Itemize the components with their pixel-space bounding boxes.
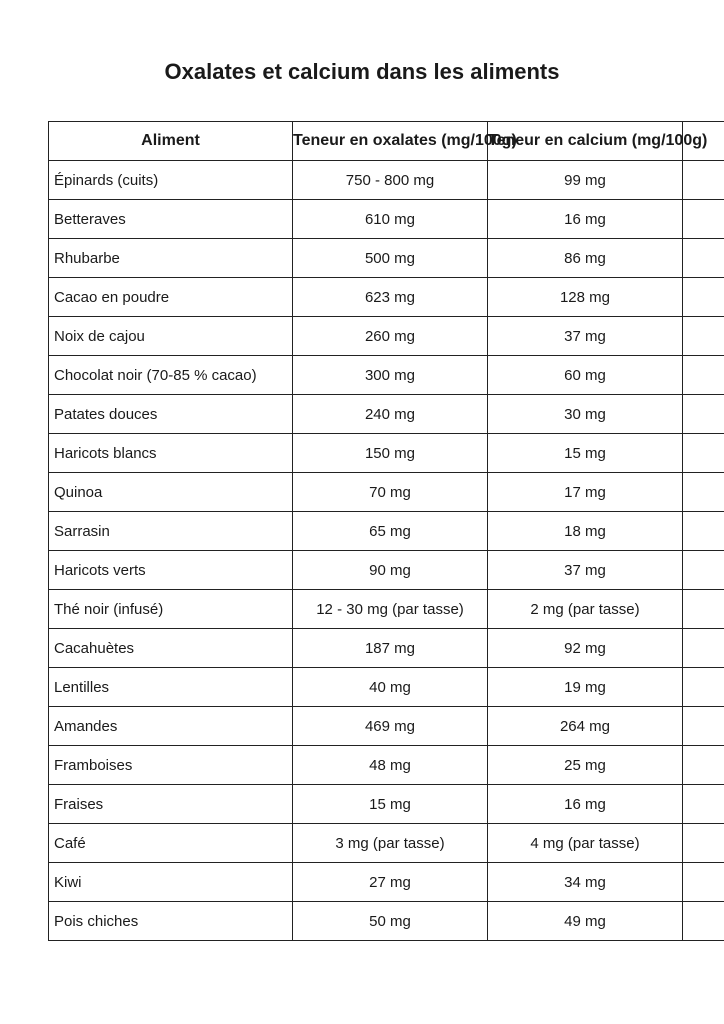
cell-calcium: 264 mg [488,707,683,746]
table-row [49,200,724,239]
cell-empty [683,707,724,746]
cell-empty [683,239,724,278]
cell-aliment: Pois chiches [49,902,293,941]
cell-empty [683,395,724,434]
cell-oxalates: 610 mg [293,200,488,239]
table-row [49,434,724,473]
cell-aliment: Haricots blancs [49,434,293,473]
cell-empty [683,473,724,512]
cell-empty [683,590,724,629]
cell-empty [683,161,724,200]
table-row [49,824,724,863]
cell-oxalates: 90 mg [293,551,488,590]
cell-aliment: Thé noir (infusé) [49,590,293,629]
table-row [49,356,724,395]
cell-oxalates: 3 mg (par tasse) [293,824,488,863]
cell-calcium: 25 mg [488,746,683,785]
table-row [49,161,724,200]
cell-aliment: Rhubarbe [49,239,293,278]
cell-aliment: Épinards (cuits) [49,161,293,200]
header-calcium: Teneur en calcium (mg/100g) [488,122,683,161]
cell-calcium: 16 mg [488,785,683,824]
cell-calcium: 49 mg [488,902,683,941]
cell-calcium: 37 mg [488,317,683,356]
cell-empty [683,278,724,317]
cell-aliment: Amandes [49,707,293,746]
cell-calcium: 15 mg [488,434,683,473]
cell-aliment: Kiwi [49,863,293,902]
cell-oxalates: 260 mg [293,317,488,356]
cell-calcium: 16 mg [488,200,683,239]
cell-aliment: Fraises [49,785,293,824]
cell-calcium: 30 mg [488,395,683,434]
cell-empty [683,356,724,395]
table-row [49,863,724,902]
cell-oxalates: 500 mg [293,239,488,278]
table-row [49,902,724,941]
table-row [49,317,724,356]
cell-calcium: 19 mg [488,668,683,707]
cell-oxalates: 623 mg [293,278,488,317]
cell-empty [683,551,724,590]
cell-aliment: Quinoa [49,473,293,512]
cell-calcium: 60 mg [488,356,683,395]
cell-aliment: Patates douces [49,395,293,434]
table-container [48,121,724,941]
table-row [49,512,724,551]
table-body [49,161,724,941]
cell-empty [683,746,724,785]
cell-oxalates: 750 - 800 mg [293,161,488,200]
cell-aliment: Cacao en poudre [49,278,293,317]
table-header-row [49,122,724,161]
cell-oxalates: 40 mg [293,668,488,707]
cell-calcium: 2 mg (par tasse) [488,590,683,629]
cell-calcium: 18 mg [488,512,683,551]
cell-calcium: 37 mg [488,551,683,590]
cell-oxalates: 65 mg [293,512,488,551]
cell-empty [683,512,724,551]
header-aliment: Aliment [49,122,293,161]
table-row [49,668,724,707]
header-oxalates: Teneur en oxalates (mg/100g) [293,122,488,161]
table-row [49,278,724,317]
table-row [49,395,724,434]
cell-calcium: 34 mg [488,863,683,902]
cell-oxalates: 469 mg [293,707,488,746]
cell-empty [683,200,724,239]
cell-oxalates: 70 mg [293,473,488,512]
cell-oxalates: 187 mg [293,629,488,668]
cell-calcium: 17 mg [488,473,683,512]
table-row [49,785,724,824]
table-row [49,629,724,668]
cell-oxalates: 50 mg [293,902,488,941]
cell-oxalates: 12 - 30 mg (par tasse) [293,590,488,629]
cell-aliment: Chocolat noir (70-85 % cacao) [49,356,293,395]
cell-oxalates: 15 mg [293,785,488,824]
page-title: Oxalates et calcium dans les aliments [164,59,560,84]
cell-aliment: Cacahuètes [49,629,293,668]
cell-aliment: Betteraves [49,200,293,239]
cell-empty [683,863,724,902]
cell-oxalates: 300 mg [293,356,488,395]
cell-empty [683,317,724,356]
table-row [49,590,724,629]
cell-aliment: Lentilles [49,668,293,707]
cell-aliment: Noix de cajou [49,317,293,356]
cell-empty [683,785,724,824]
cell-oxalates: 27 mg [293,863,488,902]
oxalates-calcium-table [48,121,724,941]
cell-calcium: 86 mg [488,239,683,278]
cell-aliment: Sarrasin [49,512,293,551]
cell-calcium: 4 mg (par tasse) [488,824,683,863]
cell-empty [683,668,724,707]
cell-calcium: 128 mg [488,278,683,317]
table-row [49,707,724,746]
cell-aliment: Haricots verts [49,551,293,590]
cell-empty [683,902,724,941]
table-row [49,746,724,785]
cell-empty [683,434,724,473]
cell-empty [683,824,724,863]
table-row [49,551,724,590]
cell-oxalates: 48 mg [293,746,488,785]
table-row [49,473,724,512]
cell-oxalates: 240 mg [293,395,488,434]
cell-empty [683,629,724,668]
cell-calcium: 92 mg [488,629,683,668]
cell-aliment: Framboises [49,746,293,785]
cell-calcium: 99 mg [488,161,683,200]
cell-oxalates: 150 mg [293,434,488,473]
cell-aliment: Café [49,824,293,863]
table-row [49,239,724,278]
